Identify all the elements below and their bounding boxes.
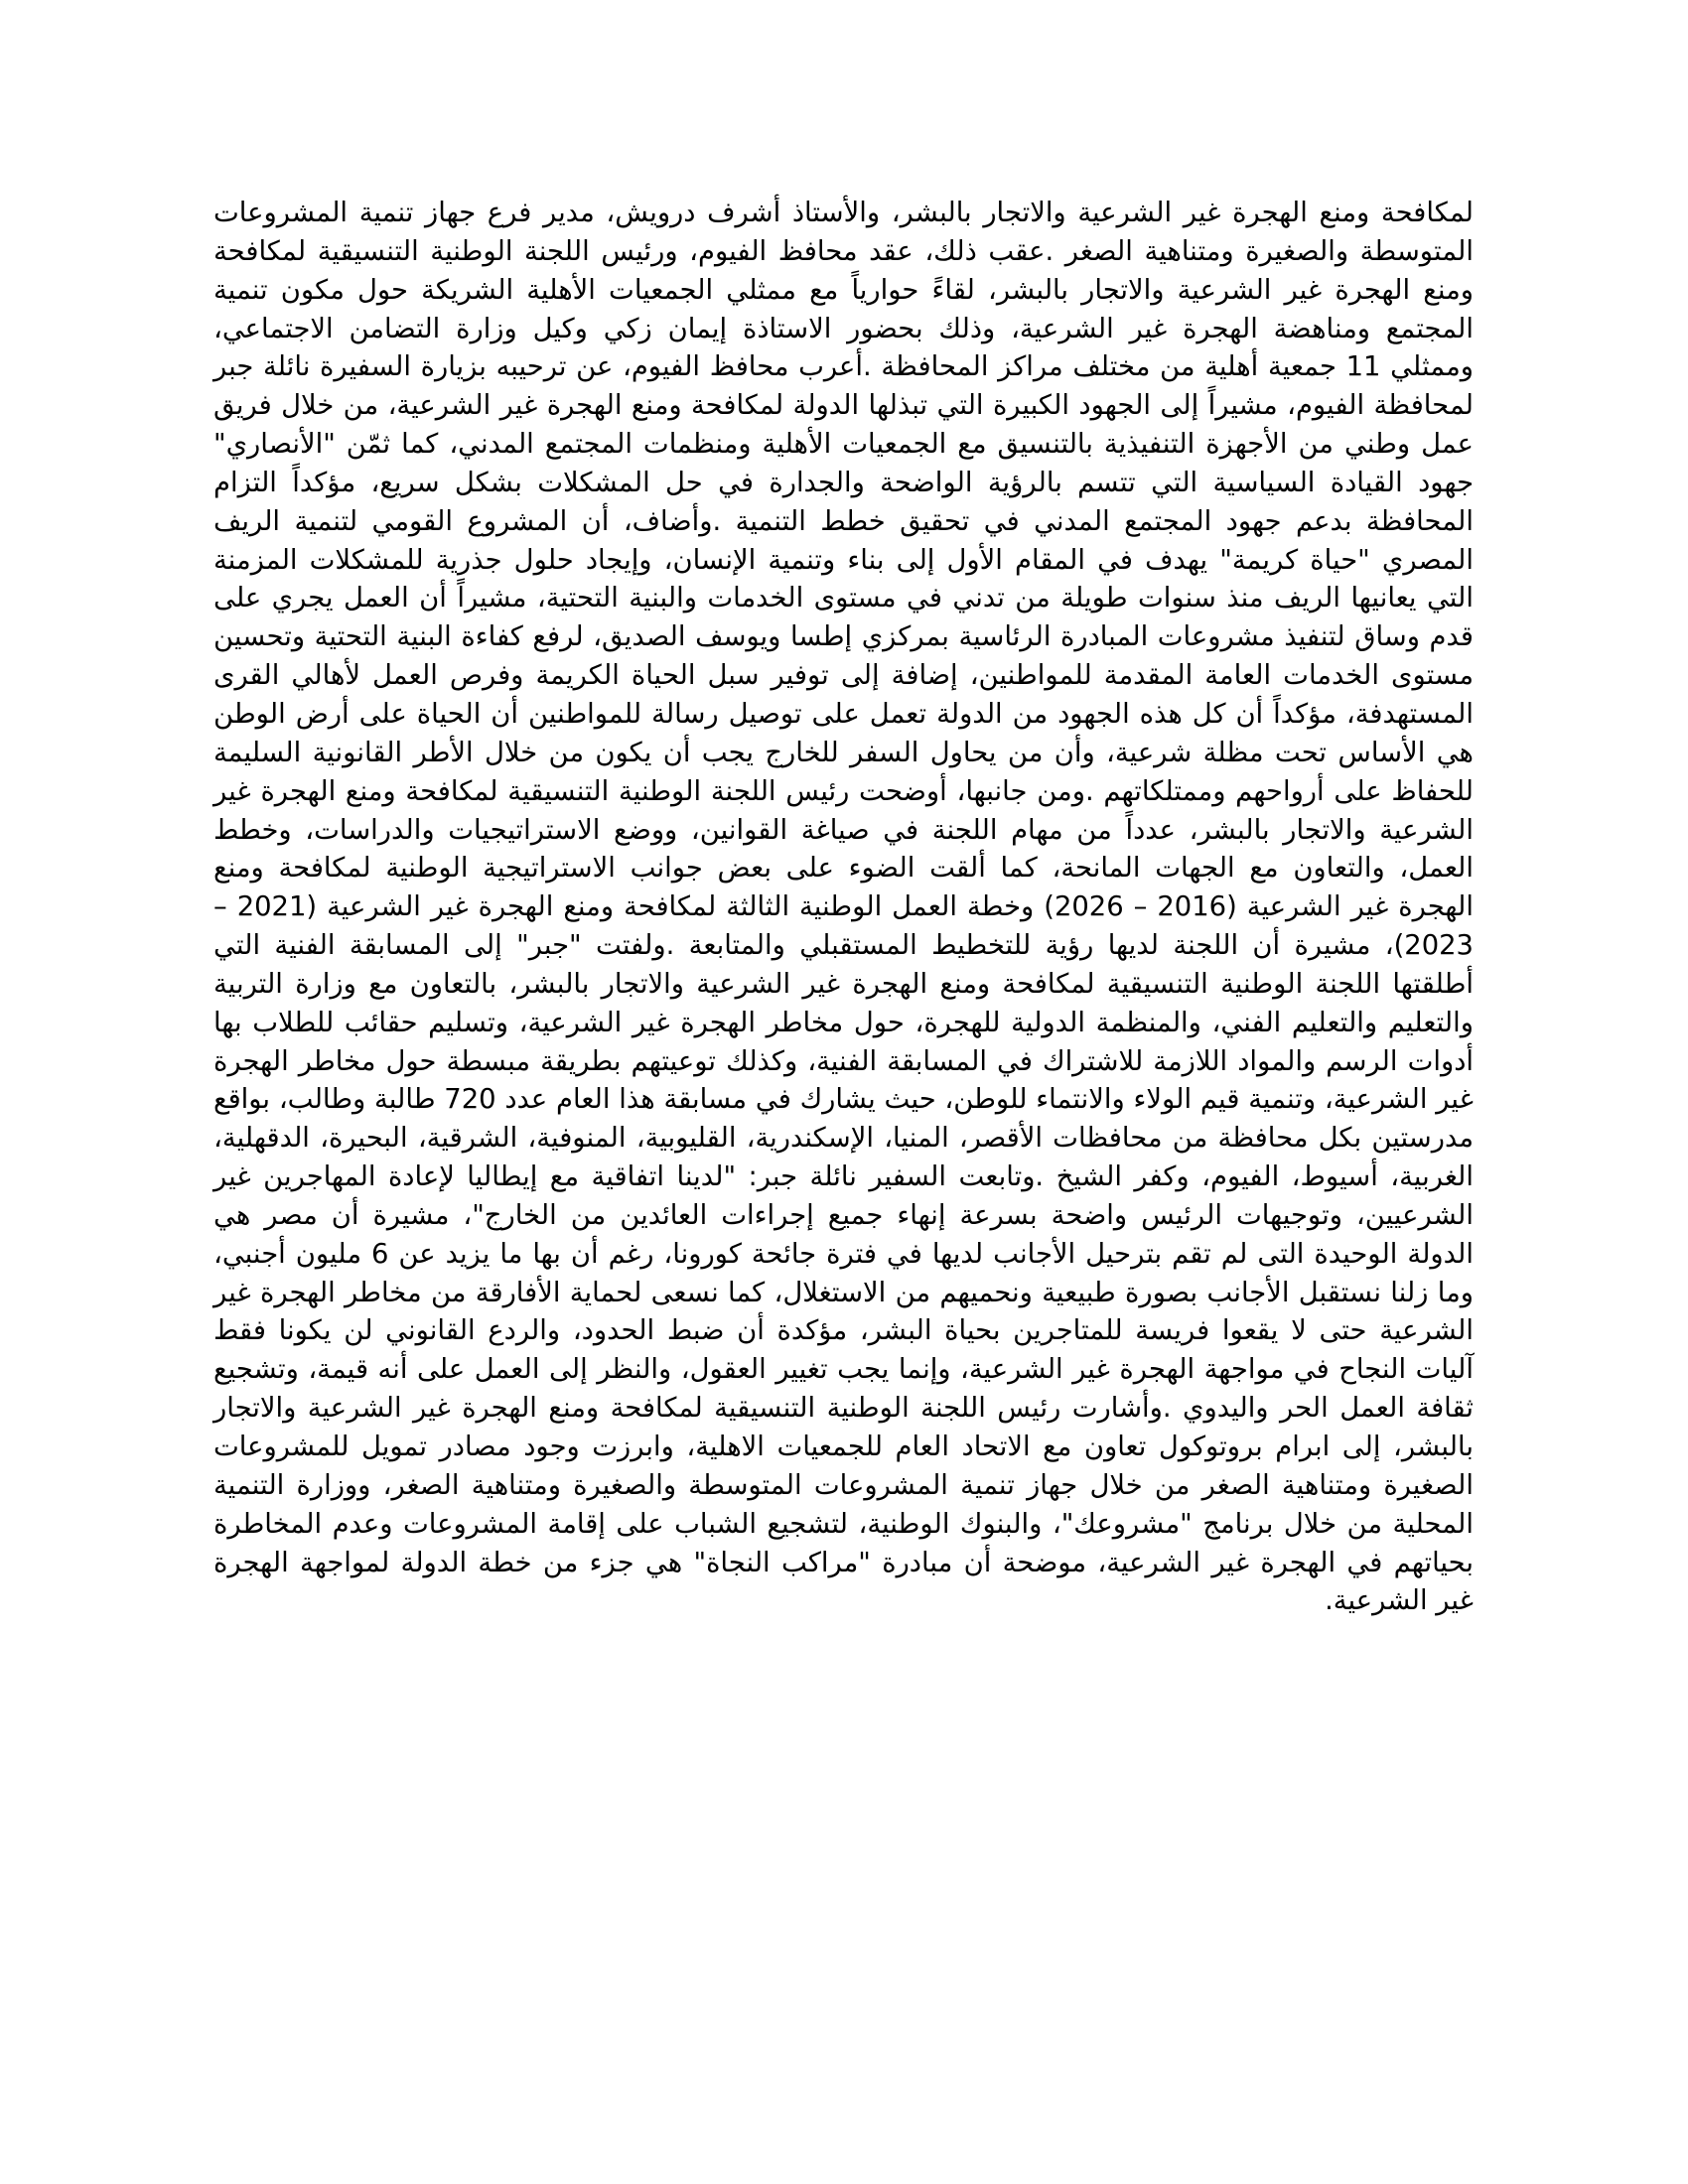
- article-body-paragraph: لمكافحة ومنع الهجرة غير الشرعية والاتجار بالبشر، والأستاذ أشرف درويش، مدير فرع جهاز تنمية المشروعات المتوسطة والصغيرة ومتناهية الصغر .عقب ذلك، عقد محافظ الفيوم، ورئيس اللجنة الوطنية التنسيقية لمكافحة ومنع الهجرة غير الشرعية والاتجار بالبشر، لقاءً حوارياً مع ممثلي الجمعيات الأهلية الشريكة حول مكون تنمية المجتمع ومناهضة الهجرة غير الشرعية، وذلك بحضور الاستاذة إيمان زكي وكيل وزارة التضامن الاجتماعي، وممثلي 11 جمعية أهلية من مختلف مراكز المحافظة .أعرب محافظ الفيوم، عن ترحيبه بزيارة السفيرة نائلة جبر لمحافظة الفيوم، مشيراً إلى الجهود الكبيرة التي تبذلها الدولة لمكافحة ومنع الهجرة غير الشرعية، من خلال فريق عمل وطني من الأجهزة التنفيذية بالتنسيق مع الجمعيات الأهلية ومنظمات المجتمع المدني، كما ثمّن "الأنصاري" جهود القيادة السياسية التي تتسم بالرؤية الواضحة والجدارة في حل المشكلات بشكل سريع، مؤكداً التزام المحافظة بدعم جهود المجتمع المدني في تحقيق خطط التنمية .وأضاف، أن المشروع القومي لتنمية الريف المصري "حياة كريمة" يهدف في المقام الأول إلى بناء وتنمية الإنسان، وإيجاد حلول جذرية للمشكلات المزمنة التي يعانيها الريف منذ سنوات طويلة من تدني في مستوى الخدمات والبنية التحتية، مشيراً أن العمل يجري على قدم وساق لتنفيذ مشروعات المبادرة الرئاسية بمركزي إطسا ويوسف الصديق، لرفع كفاءة البنية التحتية وتحسين مستوى الخدمات العامة المقدمة للمواطنين، إضافة إلى توفير سبل الحياة الكريمة وفرص العمل لأهالي القرى المستهدفة، مؤكداً أن كل هذه الجهود من الدولة تعمل على توصيل رسالة للمواطنين أن الحياة على أرض الوطن هي الأساس تحت مظلة شرعية، وأن من يحاول السفر للخارج يجب أن يكون من خلال الأطر القانونية السليمة للحفاظ على أرواحهم وممتلكاتهم .ومن جانبها، أوضحت رئيس اللجنة الوطنية التنسيقية لمكافحة ومنع الهجرة غير الشرعية والاتجار بالبشر، عدداً من مهام اللجنة في صياغة القوانين، ووضع الاستراتيجيات والدراسات، وخطط العمل، والتعاون مع الجهات المانحة، كما ألقت الضوء على بعض جوانب الاستراتيجية الوطنية لمكافحة ومنع الهجرة غير الشرعية (2016 – 2026) وخطة العمل الوطنية الثالثة لمكافحة ومنع الهجرة غير الشرعية (2021 – 2023)، مشيرة أن اللجنة لديها رؤية للتخطيط المستقبلي والمتابعة .ولفتت "جبر" إلى المسابقة الفنية التي أطلقتها اللجنة الوطنية التنسيقية لمكافحة ومنع الهجرة غير الشرعية والاتجار بالبشر، بالتعاون مع وزارة التربية والتعليم والتعليم الفني، والمنظمة الدولية للهجرة، حول مخاطر الهجرة غير الشرعية، وتسليم حقائب للطلاب بها أدوات الرسم والمواد اللازمة للاشتراك في المسابقة الفنية، وكذلك توعيتهم بطريقة مبسطة حول مخاطر الهجرة غير الشرعية، وتنمية قيم الولاء والانتماء للوطن، حيث يشارك في مسابقة هذا العام عدد 720 طالبة وطالب، بواقع مدرستين بكل محافظة من محافظات الأقصر، المنيا، الإسكندرية، القليوبية، المنوفية، الشرقية، البحيرة، الدقهلية، الغربية، أسيوط، الفيوم، وكفر الشيخ .وتابعت السفير نائلة جبر: "لدينا اتفاقية مع إيطاليا لإعادة المهاجرين غير الشرعيين، وتوجيهات الرئيس واضحة بسرعة إنهاء جميع إجراءات العائدين من الخارج"، مشيرة أن مصر هي الدولة الوحيدة التى لم تقم بترحيل الأجانب لديها في فترة جائحة كورونا، رغم أن بها ما يزيد عن 6 مليون أجنبي، وما زلنا نستقبل الأجانب بصورة طبيعية ونحميهم من الاستغلال، كما نسعى لحماية الأفارقة من مخاطر الهجرة غير الشرعية حتى لا يقعوا فريسة للمتاجرين بحياة البشر، مؤكدة أن ضبط الحدود، والردع القانوني لن يكونا فقط آليات النجاح في مواجهة الهجرة غير الشرعية، وإنما يجب تغيير العقول، والنظر إلى العمل على أنه قيمة، وتشجيع ثقافة العمل الحر واليدوي .وأشارت رئيس اللجنة الوطنية التنسيقية لمكافحة ومنع الهجرة غير الشرعية والاتجار بالبشر، إلى ابرام بروتوكول تعاون مع الاتحاد العام للجمعيات الاهلية، وابرزت وجود مصادر تمويل للمشروعات الصغيرة ومتناهية الصغر من خلال جهاز تنمية المشروعات المتوسطة والصغيرة ومتناهية الصغر، ووزارة التنمية المحلية من خلال برنامج "مشروعك"، والبنوك الوطنية، لتشجيع الشباب على إقامة المشروعات وعدم المخاطرة بحياتهم في الهجرة غير الشرعية، موضحة أن مبادرة "مراكب النجاة" هي جزء من خطة الدولة لمواجهة الهجرة غير الشرعية.: [213, 198, 1474, 1617]
